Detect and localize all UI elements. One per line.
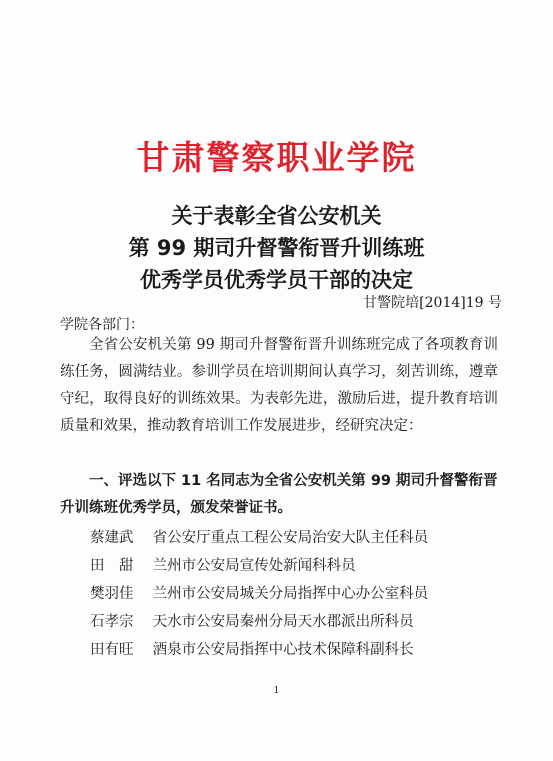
salutation: 学院各部门： xyxy=(60,317,144,333)
awardee-row xyxy=(90,636,428,664)
awardee-name: 石孝宗 xyxy=(90,614,134,630)
awardee-list xyxy=(90,524,428,664)
document-title-line-3: 优秀学员优秀学员干部的决定 xyxy=(140,268,413,292)
awardee-name: 蔡建武 xyxy=(90,530,134,546)
awardee-position: 兰州市公安局城关分局指挥中心办公室科员 xyxy=(152,586,429,602)
page-number: 1 xyxy=(273,686,280,696)
awardee-row xyxy=(90,608,428,636)
awardee-row xyxy=(90,552,428,580)
document-title-line-1: 关于表彰全省公安机关 xyxy=(171,204,382,228)
awardee-name: 田 甜 xyxy=(90,558,134,574)
awardee-name: 田有旺 xyxy=(90,642,134,658)
document-number: 甘警院培[2014]19 号 xyxy=(363,295,502,311)
awardee-row xyxy=(90,580,428,608)
awardee-row xyxy=(90,524,428,552)
section-one: 一、评选以下 11 名同志为全省公安机关第 99 期司升督警衔晋升训练班优秀学员，颁发荣誉证书。 xyxy=(60,473,498,516)
awardee-position: 酒泉市公安局指挥中心技术保障科副科长 xyxy=(152,642,414,658)
document-title-line-2: 第 99 期司升督警衔晋升训练班 xyxy=(128,236,425,260)
awardee-position: 省公安厅重点工程公安局治安大队主任科员 xyxy=(152,530,429,546)
awardee-name: 樊羽佳 xyxy=(90,586,134,602)
body-paragraph: 全省公安机关第 99 期司升督警衔晋升训练班完成了各项教育训练任务，圆满结业。参训学员在培训期间认真学习，刻苦训练，遵章守纪，取得良好的训练效果。为表彰先进，激励后进，提升教育培训质量和效果，推动教育培训工作发展进步，经研究决定： xyxy=(60,337,498,434)
awardee-position: 兰州市公安局宣传处新闻科科员 xyxy=(152,558,356,574)
awardee-position: 天水市公安局秦州分局天水郡派出所科员 xyxy=(152,614,414,630)
institution-header: 甘肃警察职业学院 xyxy=(136,138,417,177)
